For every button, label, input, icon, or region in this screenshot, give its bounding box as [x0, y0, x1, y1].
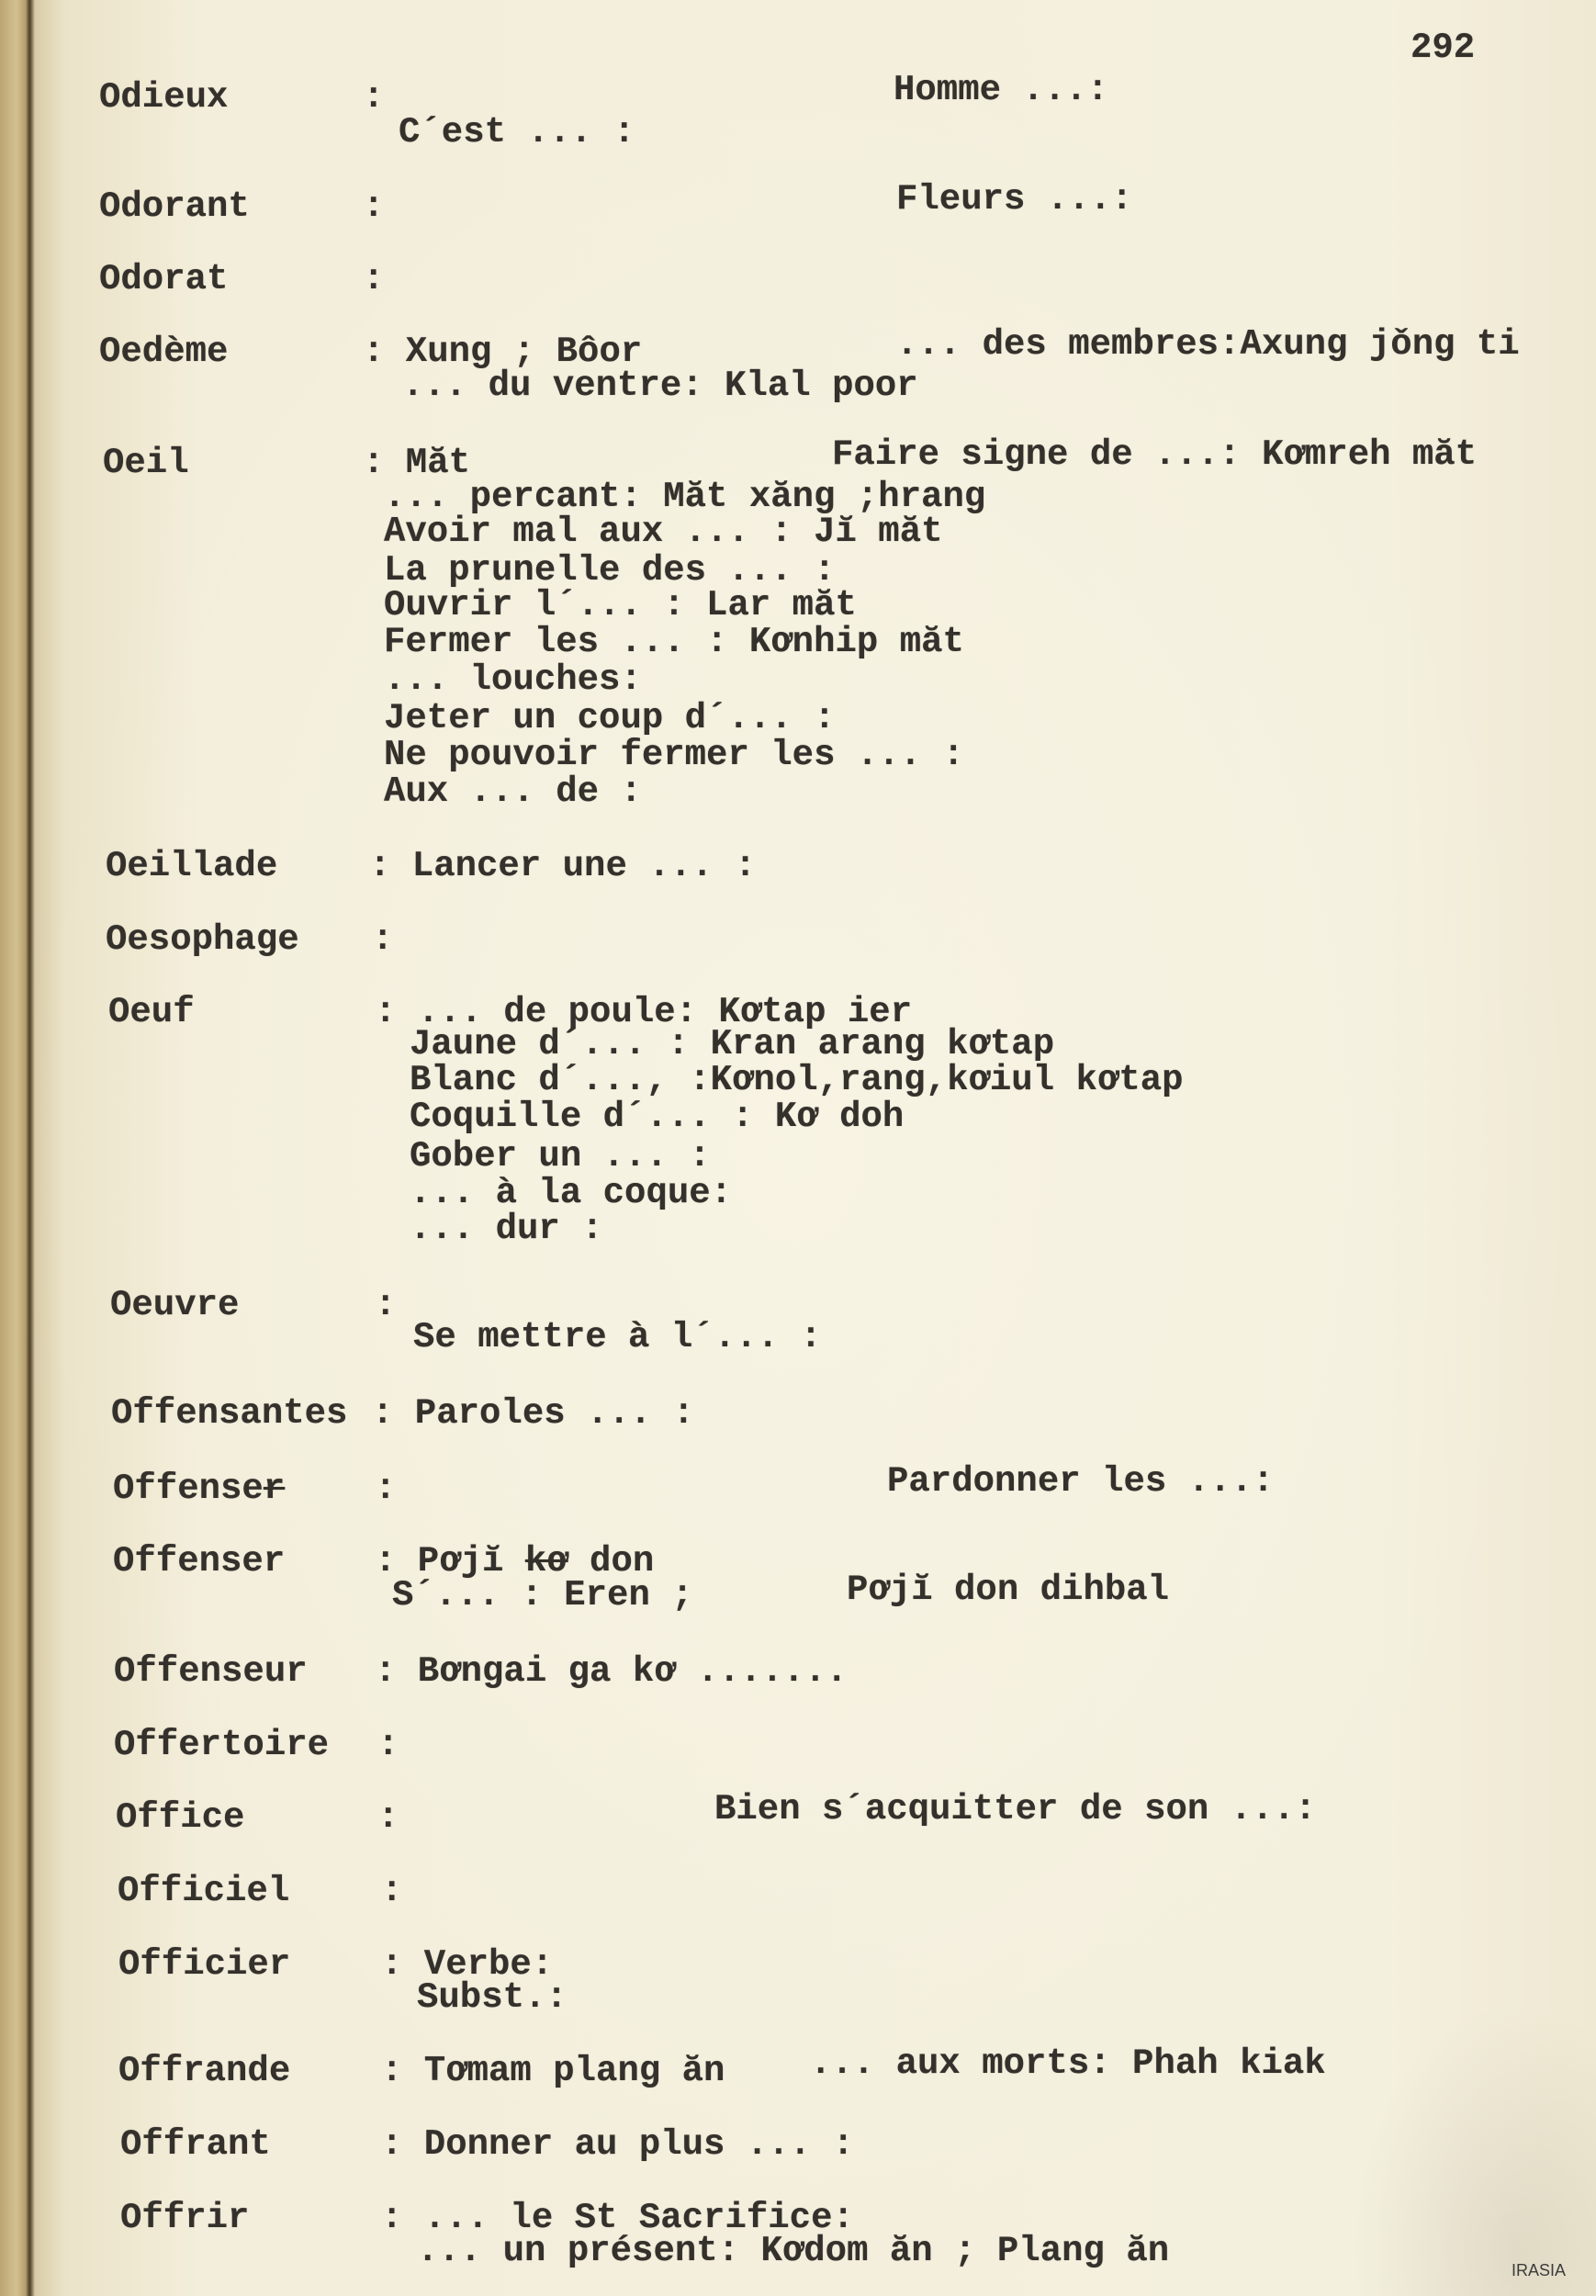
definition: : Măt: [363, 443, 471, 483]
example-right: Pardonner les ...:: [887, 1461, 1275, 1502]
example-line: Blanc d´..., :Kơnol,rang,kơiul kơtap: [410, 1060, 1184, 1100]
example-line: La prunelle des ... :: [384, 550, 836, 591]
headword: Offenseur: [114, 1651, 308, 1692]
definition: : Donner au plus ... :: [381, 2124, 854, 2165]
example-right: Homme ...:: [894, 70, 1109, 110]
definition: : Xung ; Bôor: [363, 332, 643, 372]
example-line: Subst.:: [417, 1977, 568, 2018]
headword: Officier: [118, 1944, 291, 1985]
example-line: ... à la coque:: [410, 1173, 733, 1213]
struck-word: kơ: [524, 1541, 568, 1581]
definition: : Verbe:: [381, 1944, 554, 1985]
headword: Offrant: [120, 2124, 271, 2165]
headword: Office: [116, 1797, 245, 1838]
headword: Odorant: [99, 186, 250, 227]
definition: :: [372, 919, 394, 960]
definition: : ... le St Sacrifice:: [381, 2198, 854, 2238]
headword: Offertoire: [114, 1725, 330, 1765]
page-number: 292: [1411, 28, 1476, 68]
example-line: Aux ... de :: [384, 771, 642, 812]
example-line: Avoir mal aux ... : Jĭ măt: [384, 512, 943, 552]
example-right: Faire signe de ...: Kơmreh măt: [832, 434, 1478, 475]
example-right: Pơjĭ don dihbal: [847, 1570, 1170, 1610]
definition: :: [363, 77, 385, 118]
struck-letter: r: [263, 1469, 286, 1509]
definition: :: [375, 1469, 397, 1509]
headword-text: Offense: [113, 1469, 264, 1509]
headword: Oesophage: [106, 919, 299, 960]
headword: Officiel: [118, 1871, 290, 1911]
definition: :: [381, 1871, 403, 1911]
example-line: ... louches:: [384, 659, 642, 700]
example-right: ... des membres:Axung jǒng ti: [896, 324, 1520, 365]
example-line: Ne pouvoir fermer les ... :: [384, 735, 964, 775]
example-line: Jaune d´... : Kran arang kơtap: [410, 1024, 1055, 1064]
headword: Offrir: [120, 2198, 250, 2238]
definition-end: don: [568, 1541, 655, 1581]
example-line: C´est ... :: [399, 112, 635, 152]
definition: : Bơngai ga kơ .......: [375, 1651, 848, 1692]
example-line: Fermer les ... : Kơnhip măt: [384, 622, 964, 662]
headword: Odorat: [99, 259, 229, 299]
example-line: Ouvrir l´... : Lar măt: [384, 585, 857, 625]
example-line: S´... : Eren ;: [392, 1575, 693, 1615]
example-line: Se mettre à l´... :: [413, 1317, 822, 1357]
definition: : Paroles ... :: [372, 1393, 695, 1434]
example-line: Coquille d´... : Kơ doh: [410, 1097, 905, 1137]
example-line: ... percant: Măt xăng ;hrang: [384, 477, 986, 517]
definition-start: : Pơjĭ: [375, 1541, 525, 1581]
definition: : ... de poule: Kơtap ier: [375, 992, 913, 1032]
definition: :: [377, 1797, 399, 1838]
definition: : Lancer une ... :: [369, 846, 757, 886]
example-line: ... un présent: Kơdom ăn ; Plang ăn: [417, 2231, 1170, 2271]
definition: : Tơmam plang ăn: [381, 2051, 725, 2091]
headword: Oeillade: [106, 846, 278, 886]
example-line: Jeter un coup d´... :: [384, 698, 836, 738]
example-line: ... du ventre: Klal poor: [402, 366, 918, 406]
headword: Oeuvre: [110, 1285, 240, 1325]
example-right: Bien s´acquitter de son ...:: [714, 1789, 1317, 1829]
headword: Offensantes: [111, 1393, 348, 1434]
example-line: ... dur :: [410, 1209, 603, 1249]
definition: :: [377, 1725, 399, 1765]
definition: :: [363, 186, 385, 227]
headword: Oeuf: [108, 992, 195, 1032]
example-line: Gober un ... :: [410, 1136, 711, 1176]
headword: Offenser: [113, 1541, 286, 1581]
definition: :: [363, 259, 385, 299]
headword: Oedème: [99, 332, 229, 372]
headword: [113, 1469, 285, 1509]
headword: Offrande: [118, 2051, 291, 2091]
definition: :: [375, 1285, 397, 1325]
example-right: Fleurs ...:: [896, 179, 1133, 219]
headword: Oeil: [103, 443, 189, 483]
example-right: ... aux morts: Phah kiak: [810, 2043, 1326, 2084]
headword: Odieux: [99, 77, 229, 118]
watermark: IRASIA: [1512, 2261, 1567, 2279]
